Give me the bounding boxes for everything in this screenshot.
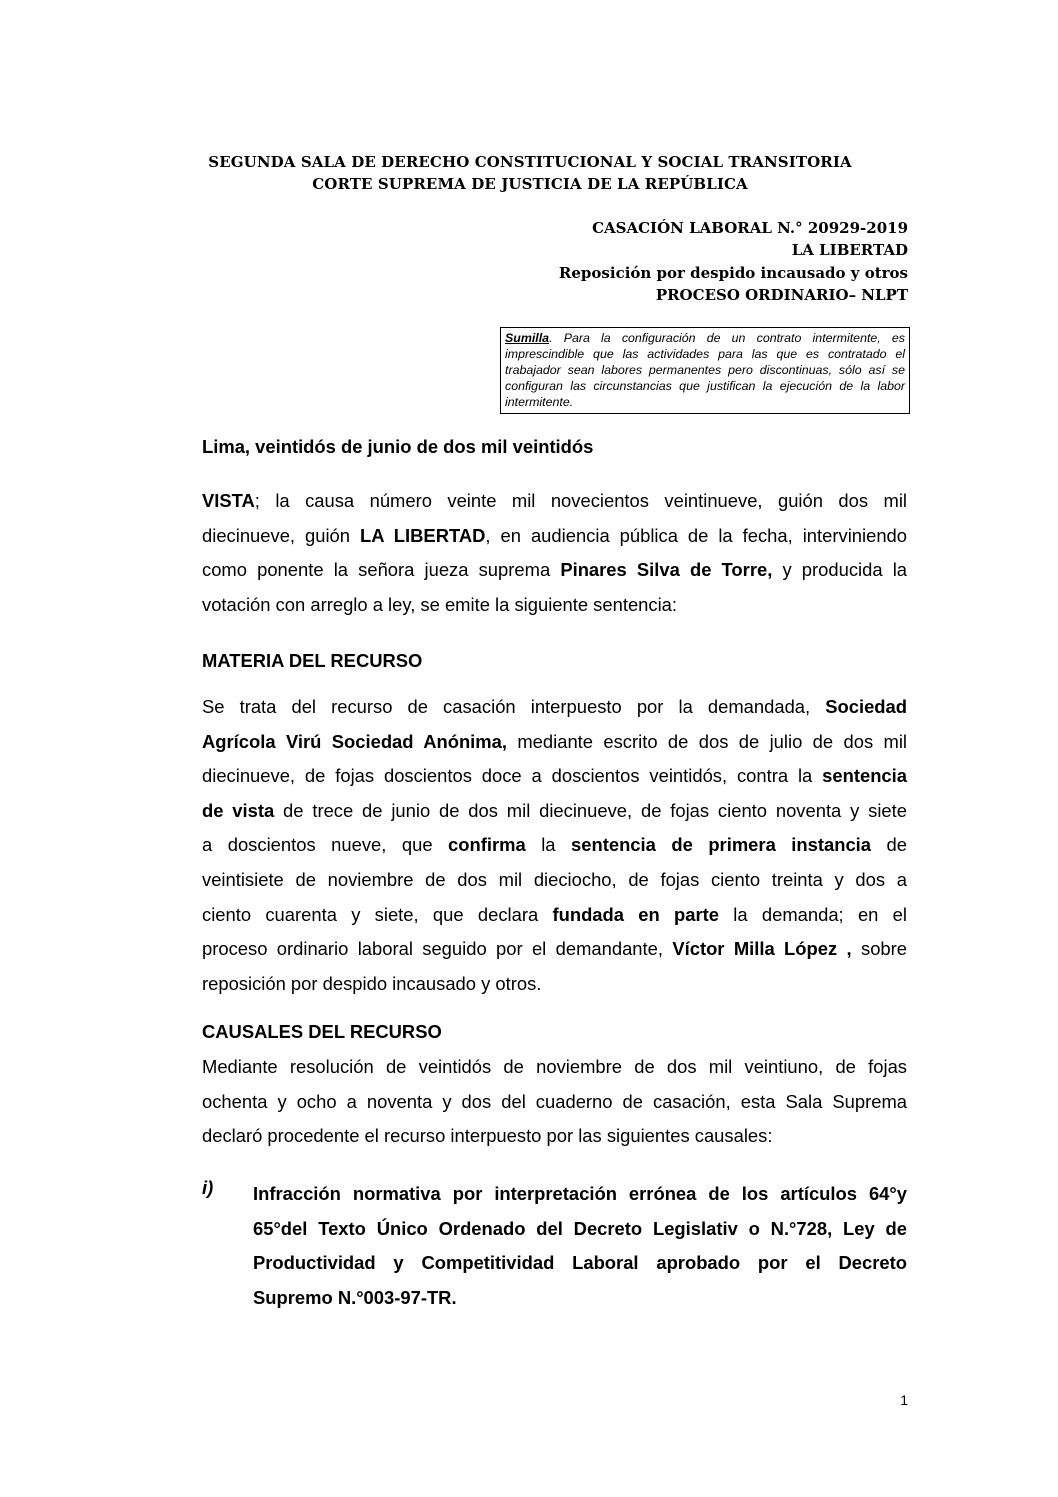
court-name-line-2: CORTE SUPREMA DE JUSTICIA DE LA REPÚBLICA xyxy=(312,175,748,193)
sumilla-label: Sumilla xyxy=(505,331,550,345)
materia-line-8: proceso ordinario laboral seguido por el demandante, Víctor Milla López , sobre xyxy=(202,938,907,960)
case-region: LA LIBERTAD xyxy=(791,241,908,259)
causales-line-3: declaró procedente el recurso interpuesto por las siguientes causales: xyxy=(202,1125,773,1147)
case-number: CASACIÓN LABORAL N.° 20929-2019 xyxy=(592,219,908,237)
materia-line-5: a doscientos nueve, que confirma la sentencia de primera instancia de xyxy=(202,834,907,856)
item-line-1: Infracción normativa por interpretación errónea de los artículos 64°y xyxy=(253,1183,907,1204)
materia-heading: MATERIA DEL RECURSO xyxy=(202,650,423,671)
vista-line-2: diecinueve, guión LA LIBERTAD, en audiencia pública de la fecha, interviniendo xyxy=(202,524,907,546)
item-numeral: i) xyxy=(202,1177,214,1198)
case-matter: Reposición por despido incausado y otros xyxy=(558,264,908,282)
vista-line-4: votación con arreglo a ley, se emite la siguiente sentencia: xyxy=(202,593,678,615)
date-line: Lima, veintidós de junio de dos mil veintidós xyxy=(202,436,594,457)
causales-line-2: ochenta y ocho a noventa y dos del cuaderno de casación, esta Sala Suprema xyxy=(202,1090,907,1112)
materia-line-2: Agrícola Virú Sociedad Anónima, mediante escrito de dos de julio de dos mil xyxy=(202,730,907,752)
materia-line-1: Se trata del recurso de casación interpuesto por la demandada, Sociedad xyxy=(202,696,907,717)
materia-line-4: de vista de trece de junio de dos mil diecinueve, de fojas ciento noventa y siete xyxy=(202,799,907,821)
court-name-line-1: SEGUNDA SALA DE DERECHO CONSTITUCIONAL Y SOCIAL TRANSITORIA xyxy=(208,153,852,171)
sumilla-box xyxy=(500,327,910,414)
vista-line-3: como ponente la señora jueza suprema Pinares Silva de Torre, y producida la xyxy=(202,559,908,581)
materia-line-7: ciento cuarenta y siete, que declara fundada en parte la demanda; en el xyxy=(202,903,907,925)
vista-paragraph xyxy=(202,484,907,622)
causales-paragraph xyxy=(202,1050,907,1154)
case-process: PROCESO ORDINARIO– NLPT xyxy=(655,286,908,304)
materia-line-6: veintisiete de noviembre de dos mil dieciocho, de fojas ciento treinta y dos a xyxy=(202,868,907,890)
item-line-2: 65°del Texto Único Ordenado del Decreto Legislativ o N.°728, Ley de xyxy=(253,1217,907,1239)
item-line-4: Supremo N.°003-97-TR. xyxy=(253,1286,457,1308)
materia-paragraph xyxy=(202,690,907,1001)
materia-line-3: diecinueve, de fojas doscientos doce a doscientos veintidós, contra la sentencia xyxy=(202,765,907,787)
item-line-3: Productividad y Competitividad Laboral aprobado por el Decreto xyxy=(253,1252,907,1274)
page-number: 1 xyxy=(900,1392,908,1408)
vista-line-1: VISTA; la causa número veinte mil novecientos veintinueve, guión dos mil xyxy=(202,490,907,511)
sumilla-text: . Para la configuración de un contrato intermitente, es imprescindible que las actividades para las que es contratado el trabajador sean labores permanentes pero discontinuas, sólo así se configuran las circunstancias que justifican la ejecución de la labor intermitente. xyxy=(505,331,905,409)
causales-line-1: Mediante resolución de veintidós de noviembre de dos mil veintiuno, de fojas xyxy=(202,1056,907,1077)
item-i-text xyxy=(253,1177,907,1315)
materia-line-9: reposición por despido incausado y otros. xyxy=(202,972,542,994)
causales-heading: CAUSALES DEL RECURSO xyxy=(202,1021,442,1042)
